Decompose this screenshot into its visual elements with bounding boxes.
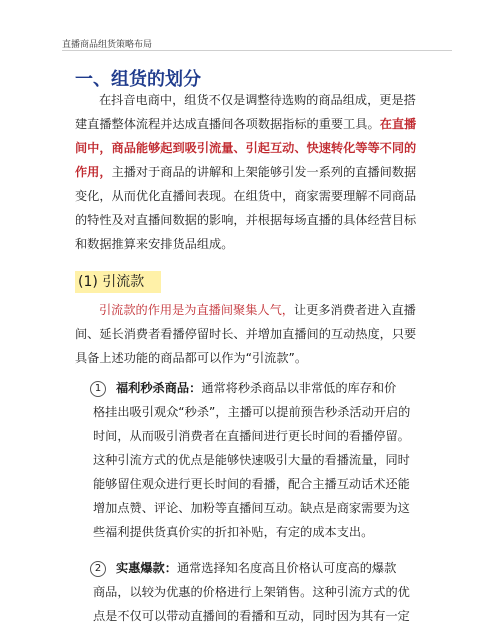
text-line: 间、延长消费者看播停留时长、并增加直播间的互动热度，只要 bbox=[75, 327, 417, 341]
text-line bbox=[75, 160, 435, 184]
text-line: 具备上述功能的商品都可以作为“引流款”。 bbox=[75, 351, 308, 365]
text-line: 格挂出吸引观众“秒杀”，主播可以提前预告秒杀活动开启的 bbox=[93, 405, 411, 419]
text-line: 这种引流方式的优点是能够快速吸引大量的看播流量，同时 bbox=[93, 453, 410, 467]
text-line: 时间，从而吸引消费者在直播间进行更长时间的看播停留。 bbox=[93, 429, 410, 443]
circled-number: 1 bbox=[90, 381, 106, 397]
item-label: 福利秒杀商品： bbox=[116, 381, 202, 395]
highlight-text: 引流款的作用是为直播间聚集人气， bbox=[99, 303, 294, 317]
highlight-text: 在直播 bbox=[379, 117, 417, 131]
text-line: 变化，从而优化直播间表现。在组货中，商家需要理解不同商品 bbox=[75, 189, 417, 203]
text-line bbox=[75, 556, 435, 580]
section-heading: 一、组货的划分 bbox=[75, 69, 201, 90]
subsection-heading: (1) 引流款 bbox=[78, 274, 145, 290]
circled-number: 2 bbox=[90, 561, 106, 577]
lead-paragraph bbox=[75, 298, 435, 370]
highlight-text: 间中，商品能够起到吸引流量、引起互动、快速转化等等不同的 bbox=[75, 141, 417, 155]
intro-paragraph bbox=[75, 88, 435, 256]
list-item-bestseller bbox=[75, 556, 435, 628]
text-line: 商品，以较为优惠的价格进行上架销售。这种引流方式的优 bbox=[93, 585, 410, 599]
text-line: 些福利提供货真价实的折扣补贴，有定的成本支出。 bbox=[93, 525, 374, 539]
text-run: 主播对于商品的讲解和上架能够引发一系列的直播间数据 bbox=[111, 165, 417, 179]
text-run: 通常选择知名度高且价格认可度高的爆款 bbox=[176, 561, 397, 575]
item-label: 实惠爆款： bbox=[116, 561, 177, 575]
text-run: 让更多消费者进入直播 bbox=[294, 303, 416, 317]
text-line: 能够留住观众进行更长时间的看播，配合主播互动话术还能 bbox=[93, 477, 410, 491]
text-run: 通常将秒杀商品以非常低的库存和价 bbox=[201, 381, 397, 395]
text-line: 增加点赞、评论、加粉等直播间互动。缺点是商家需要为这 bbox=[93, 501, 410, 515]
highlight-text: 作用， bbox=[75, 165, 112, 179]
text-line bbox=[75, 376, 435, 400]
header-divider bbox=[62, 50, 452, 51]
text-line: 和数据推算来安排货品组成。 bbox=[75, 237, 234, 251]
text-line: 的特性及对直播间数据的影响，并根据每场直播的具体经营目标 bbox=[75, 213, 417, 227]
text-line: 在抖音电商中，组货不仅是调整待选购的商品组成，更是搭 bbox=[99, 93, 416, 107]
text-line bbox=[75, 298, 435, 322]
text-line bbox=[75, 112, 435, 136]
list-item-welfare bbox=[75, 376, 435, 544]
running-header: 直播商品组货策略布局 bbox=[62, 40, 153, 50]
text-line: 点是不仅可以带动直播间的看播和互动，同时因为其有一定 bbox=[93, 609, 410, 623]
text-run: 建直播整体流程并达成直播间各项数据指标的重要工具。 bbox=[75, 117, 380, 131]
